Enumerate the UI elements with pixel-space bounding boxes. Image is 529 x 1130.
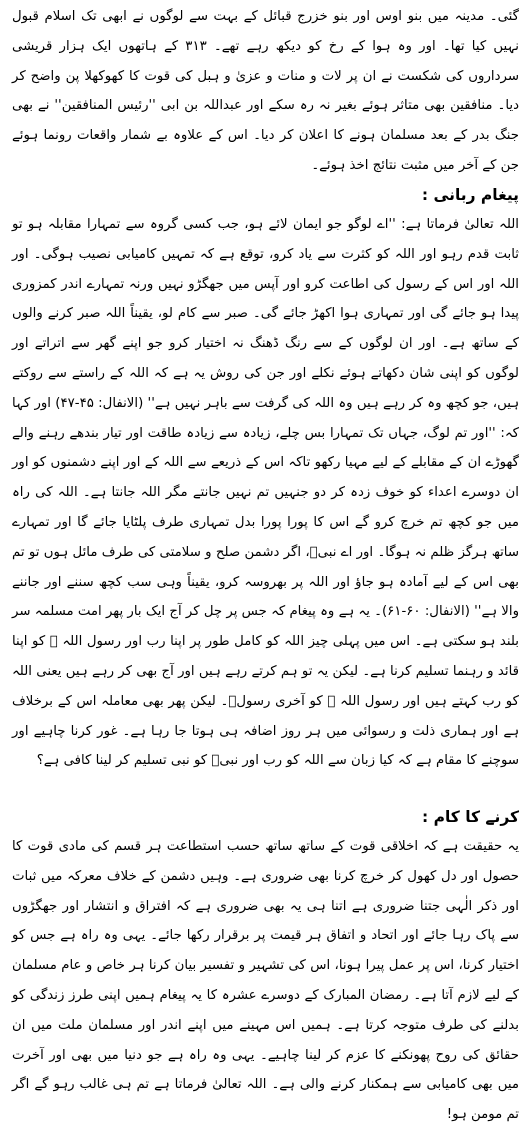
section-heading-divine-message: پیغام ربانی : [421, 186, 519, 204]
section-heading-tasks: کرنے کا کام : [422, 808, 519, 826]
divine-message-paragraph: اللہ تعالیٰ فرماتا ہے: ''اے لوگو جو ایمان لائے ہو، جب کسی گروہ سے تمہارا مقابلہ ہو تو ثابت قدم رہو اور اللہ کو کثرت سے یاد کرو، توقع ہے کہ تمہیں کامیابی نصیب ہوگی۔ اور اللہ اور اس کے رسول کی اطاعت کرو اور آپس میں جھگڑو نہیں ورنہ تمہارے اندر کمزوری پیدا ہو جائے گی اور تمہاری ہوا اکھڑ جائے گی۔ صبر سے کام لو، یقیناً اللہ صبر کرنے والوں کے ساتھ ہے۔ اور ان لوگوں کے سے رنگ ڈھنگ نہ اختیار کرو جو اپنے گھر سے اتراتے اور لوگوں کو اپنی شان دکھاتے ہوئے نکلے اور جن کی روش یہ ہے کہ اللہ کے راستے سے روکتے ہیں، جو کچھ وہ کر رہے ہیں وہ اللہ کی گرفت سے باہر نہیں ہے'' (الانفال: ۴۵-۴۷) اور کہا کہ: ''اور تم لوگ، جہاں تک تمہارا بس چلے، زیادہ سے زیادہ طاقت اور تیار بندھے رہنے والے گھوڑے ان کے مقابلے کے لیے مہیا رکھو تاکہ اس کے ذریعے سے اللہ کے اور اپنے دشمنوں کو اور ان دوسرے اعداء کو خوف زدہ کر دو جنہیں تم نہیں جانتے مگر اللہ جانتا ہے۔ اللہ کی راہ میں جو کچھ تم خرچ کرو گے اس کا پورا پورا بدل تمہاری طرف پلٹایا جائے گا اور تمہارے ساتھ ہرگز ظلم نہ ہوگا۔ اور اے نبیؐ، اگر دشمن صلح و سلامتی کی طرف مائل ہوں تو تم بھی اس کے لیے آمادہ ہو جاؤ اور اللہ پر بھروسہ کرو، یقیناً وہی سب کچھ سننے اور جاننے والا ہے'' (الانفال: ۶۰-۶۱)۔ یہ ہے وہ پیغام کہ جس پر چل کر آج ایک بار پھر امت مسلمہ سر بلند ہو سکتی ہے۔ اس میں پہلی چیز اللہ کو کامل طور پر اپنا رب اور رسول اللہ ﷺ کو اپنا قائد و رہنما تسلیم کرنا ہے۔ لیکن یہ تو ہم کرتے رہے ہیں اور آج بھی کر رہے ہیں یعنی اللہ کو رب کہتے ہیں اور رسول اللہ ﷺ کو آخری رسولؐ۔ لیکن پھر بھی معاملہ اس کے برخلاف ہے اور ہماری ذلت و رسوائی میں ہر روز اضافہ ہی ہوتا جا رہا ہے۔ غور کرنا چاہیے اور سوچنے کا مقام ہے کہ کیا زبان سے اللہ کو رب اور نبیؐ کو نبی تسلیم کر لینا کافی ہے؟ [12, 217, 519, 769]
tasks-paragraph: یہ حقیقت ہے کہ اخلاقی قوت کے ساتھ ساتھ حسب استطاعت ہر قسم کی مادی قوت کا حصول اور دل کھول کر خرچ کرنا بھی ضروری ہے۔ وہیں دشمن کے خلاف معرکہ میں ثبات اور ذکر الٰہی جتنا ضروری ہے اتنا ہی یہ بھی ضروری ہے کہ افتراق و انتشار اور جھگڑوں سے پاک رہا جائے اور اتحاد و اتفاق ہر قیمت پر برقرار رکھا جائے۔ یہی وہ راہ ہے جس کو اختیار کرنا، اس پر عمل پیرا ہونا، اس کی تشہیر و تفسیر بیان کرنا ہر خاص و عام مسلمان کے لیے لازم آتا ہے۔ رمضان المبارک کے دوسرے عشرہ کا یہ پیغام ہمیں اپنی طرز زندگی کو بدلنے کی طرف متوجہ کرتا ہے۔ ہمیں اس مہینے میں اپنے اندر اور مسلمان ملت میں ان حقائق کی روح پھونکنے کا عزم کر لینا چاہیے۔ یہی وہ راہ ہے جو دنیا میں بھی اور آخرت میں بھی کامیابی سے ہمکنار کرنے والی ہے۔ اللہ تعالیٰ فرماتا ہے تم ہی غالب رہو گے اگر تم مومن ہو! [12, 839, 519, 1123]
intro-paragraph: گئی۔ مدینہ میں بنو اوس اور بنو خزرج قبائل کے بہت سے لوگوں نے ابھی تک اسلام قبول نہیں کیا تھا۔ اور وہ ہوا کے رخ کو دیکھ رہے تھے۔ ۳۱۳ کے ہاتھوں ایک ہزار قریشی سرداروں کی شکست نے ان پر لات و منات و عزیٰ و ہبل کی قوت کا کھوکھلا پن واضح کر دیا۔ منافقین بھی متاثر ہوئے بغیر نہ رہ سکے اور عبداللہ بن ابی ''رئیس المنافقین'' نے بھی جنگ بدر کے بعد مسلمان ہونے کا اعلان کر دیا۔ اس کے علاوہ بے شمار واقعات رونما ہوئے جن کے آخر میں مثبت نتائج اخذ ہوئے۔ [12, 9, 519, 173]
